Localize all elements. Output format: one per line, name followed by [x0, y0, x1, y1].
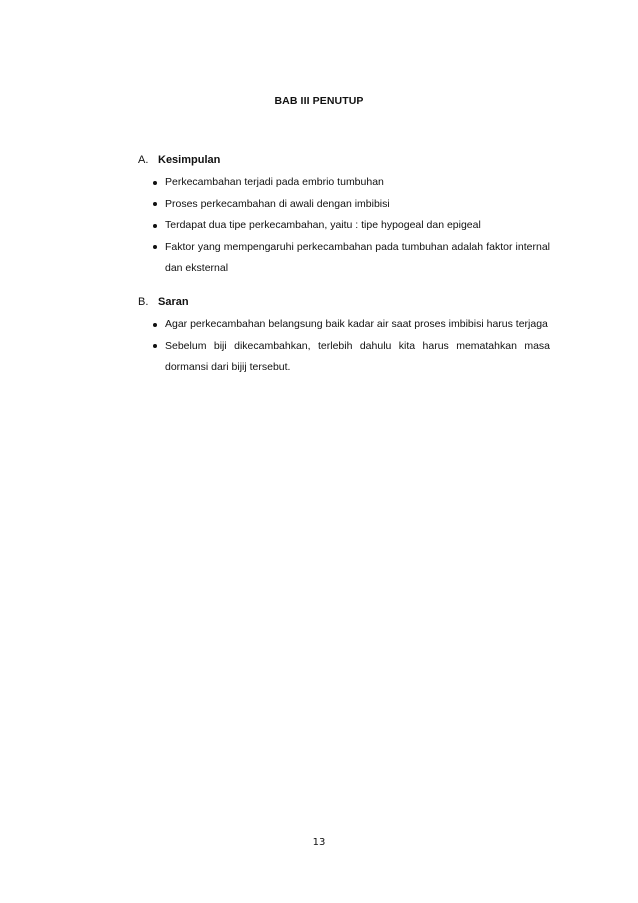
bullet-icon: [153, 323, 157, 327]
section-heading-text: Kesimpulan: [158, 154, 221, 166]
bullet-icon: [153, 202, 157, 206]
list-item-text: Proses perkecambahan di awali dengan imbibisi: [165, 197, 390, 210]
list-item: [138, 172, 550, 194]
suggestion-list: [138, 314, 550, 379]
list-item: [138, 194, 550, 216]
page-number: 13: [312, 837, 326, 848]
section-heading: [138, 152, 550, 168]
list-item-text: Faktor yang mempengaruhi perkecambahan pada tumbuhan adalah faktor internal dan eksternal: [165, 240, 550, 274]
list-item: [138, 336, 550, 379]
list-item-text: Terdapat dua tipe perkecambahan, yaitu : tipe hypogeal dan epigeal: [165, 219, 481, 231]
bullet-icon: [153, 181, 157, 185]
bullet-icon: [153, 224, 157, 228]
bullet-icon: [153, 344, 157, 348]
section-saran: [138, 294, 550, 379]
bullet-icon: [153, 245, 157, 249]
section-heading: [138, 294, 550, 310]
section-letter: B.: [138, 296, 149, 308]
section-heading-text: Saran: [158, 296, 189, 308]
list-item-text: Perkecambahan terjadi pada embrio tumbuhan: [165, 176, 384, 188]
list-item: [138, 237, 550, 280]
list-item: [138, 215, 550, 237]
section-letter: A.: [138, 154, 149, 166]
list-item-text: Sebelum biji dikecambahkan, terlebih dahulu kita harus mematahkan masa dormansi dari bijij tersebut.: [165, 339, 550, 373]
section-kesimpulan: [138, 152, 550, 280]
chapter-title: BAB III PENUTUP: [274, 95, 364, 107]
conclusion-list: [138, 172, 550, 280]
list-item-text: Agar perkecambahan belangsung baik kadar air saat proses imbibisi harus terjaga: [165, 318, 548, 330]
list-item: [138, 314, 550, 336]
